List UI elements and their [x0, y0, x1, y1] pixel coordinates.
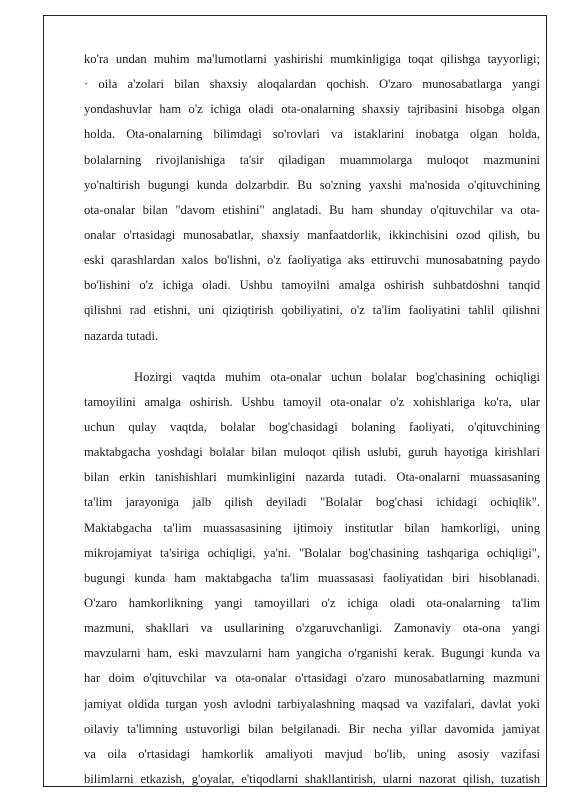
text-line: bugungi kunda ham maktabgacha ta'lim muassasasi faoliyatidan biri hisoblanadi. — [84, 570, 540, 585]
text-line: mikrojamiyat ta'siriga ochiqligi, ya'ni. "Bolalar bog'chasining tashqariga ochiqligi", — [84, 545, 540, 560]
text-line: O'zaro hamkorlikning yangi tamoyillari o'z ichiga oladi ota-onalarning ta'lim — [84, 595, 540, 610]
text-line: qilishni rad etishni, uni qiziqtirish qobiliyatini, o'z ta'lim faoliyatini tahlil qilishni — [84, 303, 540, 318]
text-line: mazmuni, shakllari va usullarining o'zgaruvchanligi. Zamonaviy ota-ona yangi — [84, 621, 540, 636]
text-line: oilaviy ta'limning ustuvorligi bilan belgilanadi. Bir necha yillar davomida jamiyat — [84, 721, 540, 736]
text-line: ko'ra undan muhim ma'lumotlarni yashirishi mumkinligiga toqat qilishga tayyorligi; — [84, 52, 540, 66]
text-line: har doim o'qituvchilar va ota-onalar o'rtasidagi o'zaro munosabatlarning mazmuni — [84, 671, 540, 686]
text-line: nazarda tutadi. — [84, 328, 159, 343]
text-line: mavzularni ham, eski mavzularni ham yangicha o'rganishi kerak. Bugungi kunda va — [84, 646, 540, 661]
text-line: Maktabgacha ta'lim muassasasining ijtimoiy institutlar bilan hamkorligi, uning — [84, 520, 540, 535]
text-line: · oila a'zolari bilan shaxsiy aloqalardan qochish. O'zaro munosabatlarga yangi — [84, 77, 540, 92]
paragraph-2 — [84, 365, 540, 792]
text-line: va oila o'rtasidagi hamkorlik amaliyoti mavjud bo'lib, uning asosiy vazifasi — [84, 746, 540, 761]
paragraph-1 — [84, 47, 540, 349]
text-line: eski qarashlardan xalos bo'lishni, o'z faoliyatiga aks ettiruvchi munosabatning paydo — [84, 253, 540, 268]
text-line: yondashuvlar ham o'z ichiga oladi ota-onalarning shaxsiy tajribasini hisobga olgan — [84, 102, 540, 117]
text-line: bolalarning rivojlanishiga ta'sir qiladigan muammolarga muloqot mazmunini — [84, 152, 540, 167]
text-line: holda. Ota-onalarning bilimdagi so'rovlari va istaklarini inobatga olgan holda, — [84, 127, 540, 142]
text-line: yo'naltirish bugungi kunda dolzarbdir. Bu so'zning yaxshi ma'nosida o'qituvchining — [84, 177, 540, 192]
text-line: ta'lim jarayoniga jalb qilish deyiladi "Bolalar bog'chasi ichidagi ochiqlik". — [84, 495, 540, 510]
text-line: bilimlarni etkazish, g'oyalar, e'tiqodlarni shakllantirish, ularni nazorat qilish, tuzatish — [84, 771, 540, 786]
text-line: onalar o'rtasidagi munosabatlar, shaxsiy manfaatdorlik, ikkinchisini ozod qilish, bu — [84, 227, 540, 242]
text-line: Hozirgi vaqtda muhim ota-onalar uchun bolalar bog'chasining ochiqligi — [134, 369, 540, 384]
paragraph-spacer — [84, 349, 540, 365]
text-line: bo'lishini o'z ichiga oladi. Ushbu tamoyilni amalga oshirish suhbatdoshni tanqid — [84, 278, 540, 293]
text-line: uchun qulay vaqtda, bolalar bog'chasidagi bolaning faoliyati, o'qituvchining — [84, 419, 540, 434]
text-line: tamoyilini amalga oshirish. Ushbu tamoyil ota-onalar o'z xohishlariga ko'ra, ular — [84, 394, 540, 409]
text-line: bilan erkin tanishishlari mumkinligini nazarda tutadi. Ota-onalarni muassasaning — [84, 470, 540, 485]
text-line: ota-onalar bilan "davom etishini" anglatadi. Bu ham shunday o'qituvchilar va ota- — [84, 202, 540, 217]
text-line: maktabgacha yoshdagi bolalar bilan muloqot qilish uslubi, guruh hayotiga kirishlari — [84, 445, 540, 460]
text-line: jamiyat oldida turgan yosh avlodni tarbiyalashning maqsad va vazifalari, davlat yoki — [84, 696, 540, 711]
document-body — [84, 47, 540, 792]
